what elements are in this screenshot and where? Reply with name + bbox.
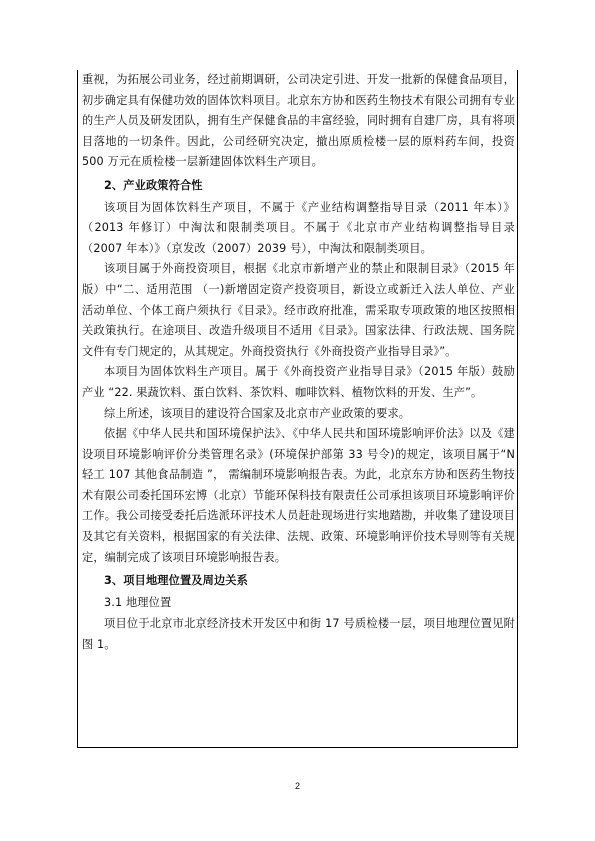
paragraph-policy-conclusion: 综上所述，该项目的建设符合国家及北京市产业政策的要求。 bbox=[104, 406, 411, 420]
paragraph-eia-basis: 依据《中华人民共和国环境保护法》、《中华人民共和国环境影响评价法》以及《建设项目环境影响评价分类管理名录》(环境保护部第 33 号令)的规定，该项目属于“N 轻工 107 其他食品制造 ”， 需编制环境影响报告表。为此，北京东方协和医药生物技术有限公司委托国环宏博（北京）节能环保科技有限责任公司承担该项目环境影响评价工作。我公司接受委托后选派环评技术人员赶赴现场进行实地踏勘，并收集了建设项目及其它有关资料，根据国家的有关法律、法规、政策、环境影响评价技术导则等有关规定，编制完成了该项目环境影响报告表。 bbox=[82, 427, 515, 564]
paragraph-project-background: 重视，为拓展公司业务，经过前期调研，公司决定引进、开发一批新的保健食品项目，初步确定具有保健功效的固体饮料项目。北京东方协和医药生物技术有限公司拥有专业的生产人员及研发团队，拥有生产保健食品的丰富经验，同时拥有自建厂房，具有将项目落地的一切条件。因此，公司经研究决定，撤出原质检楼一层的原料药车间，投资 500 万元在质检楼一层新建固体饮料生产项目。 bbox=[82, 73, 515, 169]
paragraph-policy-catalog: 该项目为固体饮料生产项目，不属于《产业结构调整指导目录（2011 年本）》（2013 年修订）中淘汰和限制类项目。不属于《北京市产业结构调整指导目录（2007 年本）》（京发改（2007）2039 号），中淘汰和限制类项目。 bbox=[82, 200, 515, 255]
section-heading-industrial-policy: 2、产业政策符合性 bbox=[104, 178, 203, 192]
paragraph-encouraged-industry: 本项目为固体饮料生产项目。属于《外商投资产业指导目录》（2015 年版）鼓励产业 “22. 果蔬饮料、蛋白饮料、茶饮料、咖啡饮料、植物饮料的开发、生产”。 bbox=[82, 365, 515, 399]
paragraph-location-description: 项目位于北京市北京经济技术开发区中和街 17 号质检楼一层，项目地理位置见附图 1。 bbox=[82, 617, 515, 652]
section-heading-location: 3、项目地理位置及周边关系 bbox=[104, 574, 248, 588]
paragraph-foreign-investment: 该项目属于外商投资项目，根据《北京市新增产业的禁止和限制目录》（2015 年版）中“二、适用范围 （一)新增固定资产投资项目，新设立或新迁入法人单位、产业活动单位、个体工商户须执行《目录》。经市政府批准，需采取专项政策的地区按照相关政策执行。在途项目、改造升级项目不适用《目录》。国家法律、行政法规、国务院文件有专门规定的，从其规定。外商投资执行《外商投资产业指导目录》”。 bbox=[82, 262, 515, 358]
subsection-heading-geographic-location: 3.1 地理位置 bbox=[104, 595, 172, 609]
page-number: 2 bbox=[294, 781, 300, 791]
document-body bbox=[82, 70, 515, 656]
